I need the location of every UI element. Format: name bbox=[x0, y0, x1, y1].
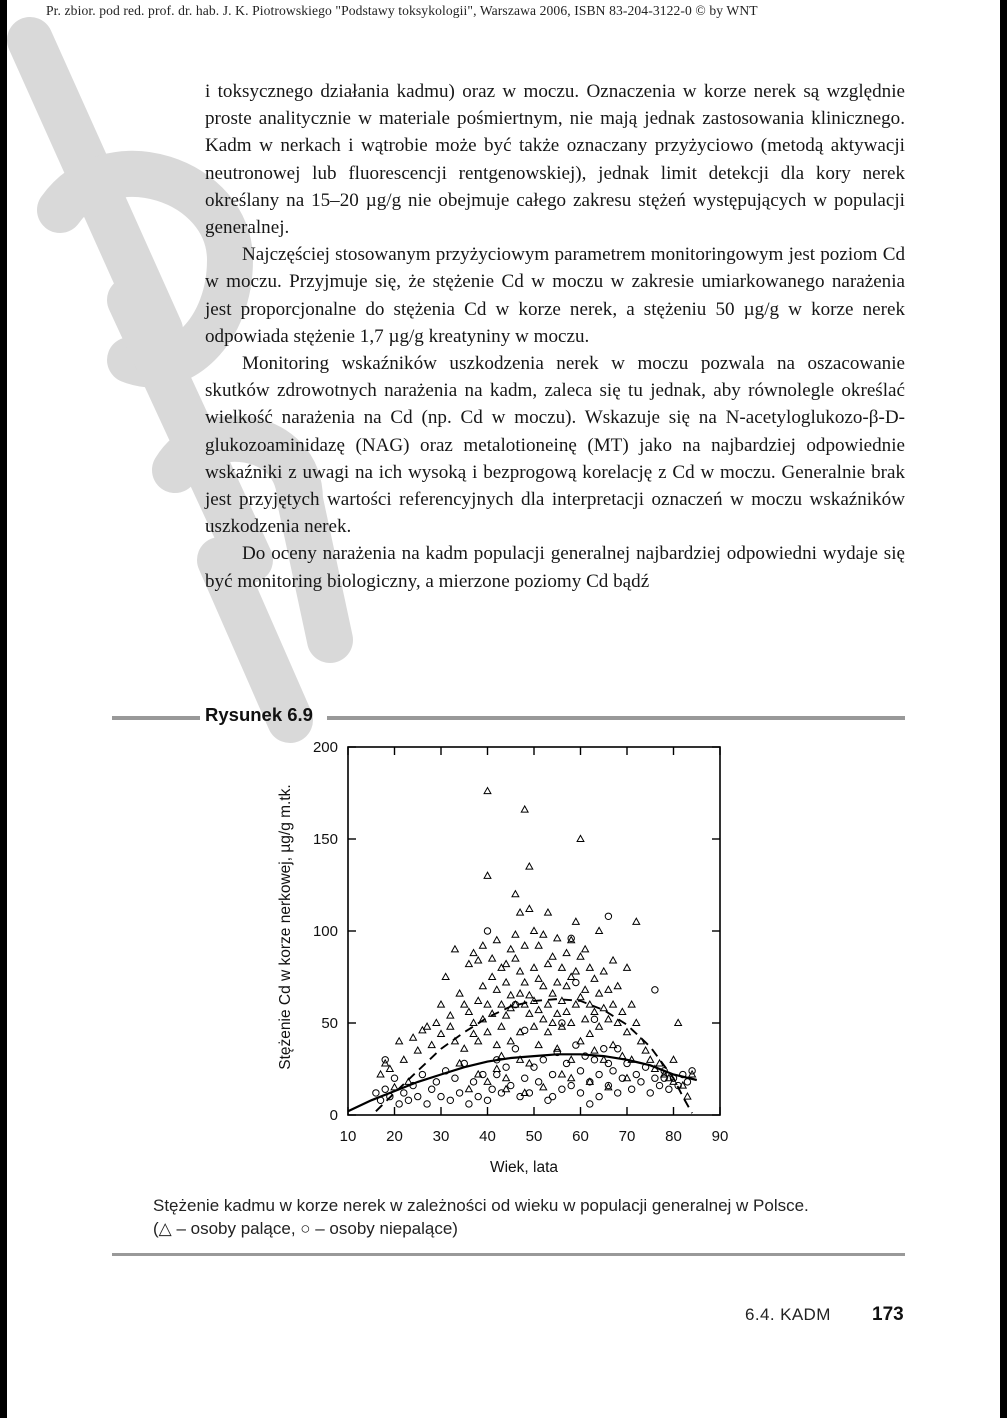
scatter-chart bbox=[268, 735, 748, 1180]
data-point-smoker bbox=[535, 942, 542, 948]
data-point-nonsmoker bbox=[601, 1046, 607, 1052]
data-point-smoker bbox=[628, 1001, 635, 1007]
data-point-smoker bbox=[545, 1029, 552, 1035]
y-axis-title: Stężenie Cd w korze nerkowej, µg/g m.tk. bbox=[277, 784, 294, 1070]
x-tick-label: 40 bbox=[479, 1128, 496, 1145]
data-point-nonsmoker bbox=[615, 1046, 621, 1052]
data-point-smoker bbox=[493, 986, 500, 992]
figure-rule-bottom bbox=[112, 1253, 905, 1256]
data-point-smoker bbox=[558, 1071, 565, 1077]
data-point-smoker bbox=[549, 990, 556, 996]
data-point-smoker bbox=[540, 931, 547, 937]
data-point-smoker bbox=[619, 1053, 626, 1059]
data-point-nonsmoker bbox=[591, 1016, 597, 1022]
data-point-smoker bbox=[572, 968, 579, 974]
data-point-nonsmoker bbox=[577, 1068, 583, 1074]
data-point-smoker bbox=[503, 961, 510, 967]
data-point-smoker bbox=[526, 1010, 533, 1016]
data-point-smoker bbox=[596, 1023, 603, 1029]
data-point-smoker bbox=[461, 1001, 468, 1007]
data-point-smoker bbox=[493, 1041, 500, 1047]
data-point-nonsmoker bbox=[508, 1082, 514, 1088]
data-point-smoker bbox=[624, 1029, 631, 1035]
data-point-nonsmoker bbox=[415, 1093, 421, 1099]
data-point-nonsmoker bbox=[615, 1090, 621, 1096]
data-point-smoker bbox=[535, 1007, 542, 1013]
data-point-nonsmoker bbox=[452, 1075, 458, 1081]
data-point-nonsmoker bbox=[466, 1101, 472, 1107]
data-point-smoker bbox=[493, 937, 500, 943]
data-point-smoker bbox=[503, 979, 510, 985]
data-point-nonsmoker bbox=[605, 913, 611, 919]
data-point-smoker bbox=[396, 1038, 403, 1044]
data-point-nonsmoker bbox=[591, 1057, 597, 1063]
data-point-smoker bbox=[684, 1093, 691, 1099]
data-point-nonsmoker bbox=[405, 1097, 411, 1103]
data-point-nonsmoker bbox=[438, 1093, 444, 1099]
data-point-nonsmoker bbox=[540, 1057, 546, 1063]
data-point-nonsmoker bbox=[522, 1027, 528, 1033]
data-point-smoker bbox=[452, 946, 459, 952]
data-point-smoker bbox=[610, 957, 617, 963]
data-point-smoker bbox=[531, 927, 538, 933]
data-point-smoker bbox=[521, 979, 528, 985]
x-tick-label: 10 bbox=[339, 1128, 357, 1145]
data-point-smoker bbox=[563, 1008, 570, 1014]
data-point-nonsmoker bbox=[401, 1090, 407, 1096]
y-tick-label: 100 bbox=[312, 923, 338, 940]
data-point-nonsmoker bbox=[456, 1090, 462, 1096]
paragraph-3: Monitoring wskaźników uszkodzenia nerek w moczu pozwala na oszacowanie skutków zdrowotnych narażenia na kadm, zaleca się tu jednak, aby równolegle określać wielkość narażenia na Cd (np. Cd w moczu). Wskazuje się na N-acetyloglukozo-β-D-glukozoaminidazę (NAG) oraz metalotioneinę (MT) jako na najbardziej odpowiednie wskaźniki z uwagi na ich wysoką i bezprogową korelację z Cd w moczu. Generalnie brak jest przyjętych wartości referencyjnych dla interpretacji oznaczeń w moczu wskaźników uszkodzenia nerek. bbox=[205, 353, 905, 538]
data-point-smoker bbox=[400, 1056, 407, 1062]
data-point-smoker bbox=[456, 990, 463, 996]
data-point-smoker bbox=[545, 1001, 552, 1007]
data-point-smoker bbox=[424, 1023, 431, 1029]
data-point-smoker bbox=[558, 964, 565, 970]
data-point-nonsmoker bbox=[484, 1097, 490, 1103]
data-point-nonsmoker bbox=[596, 1071, 602, 1077]
data-point-nonsmoker bbox=[396, 1101, 402, 1107]
x-axis-title: Wiek, lata bbox=[489, 1159, 559, 1176]
data-point-smoker bbox=[545, 961, 552, 967]
data-point-nonsmoker bbox=[503, 1064, 509, 1070]
data-point-smoker bbox=[647, 1056, 654, 1062]
data-point-smoker bbox=[535, 1041, 542, 1047]
data-point-smoker bbox=[470, 1019, 477, 1025]
data-point-nonsmoker bbox=[684, 1079, 690, 1085]
data-point-smoker bbox=[517, 990, 524, 996]
data-point-nonsmoker bbox=[652, 1075, 658, 1081]
data-point-nonsmoker bbox=[373, 1090, 379, 1096]
data-point-smoker bbox=[470, 949, 477, 955]
data-point-smoker bbox=[410, 1034, 417, 1040]
data-point-smoker bbox=[582, 986, 589, 992]
data-point-nonsmoker bbox=[656, 1082, 662, 1088]
data-point-smoker bbox=[591, 1047, 598, 1053]
data-point-smoker bbox=[563, 949, 570, 955]
data-point-smoker bbox=[465, 1086, 472, 1092]
x-tick-label: 70 bbox=[618, 1128, 636, 1145]
data-point-smoker bbox=[521, 942, 528, 948]
data-point-nonsmoker bbox=[573, 1042, 579, 1048]
data-point-smoker bbox=[484, 788, 491, 794]
data-point-smoker bbox=[465, 1008, 472, 1014]
data-point-smoker bbox=[503, 1012, 510, 1018]
data-point-smoker bbox=[479, 942, 486, 948]
data-point-nonsmoker bbox=[377, 1097, 383, 1103]
data-point-nonsmoker bbox=[433, 1079, 439, 1085]
y-tick-label: 0 bbox=[329, 1107, 338, 1124]
data-point-smoker bbox=[428, 1041, 435, 1047]
x-tick-label: 50 bbox=[525, 1128, 543, 1145]
data-point-smoker bbox=[526, 863, 533, 869]
data-point-nonsmoker bbox=[549, 1093, 555, 1099]
data-point-smoker bbox=[391, 1084, 398, 1090]
data-point-nonsmoker bbox=[517, 1093, 523, 1099]
data-point-smoker bbox=[521, 806, 528, 812]
data-point-smoker bbox=[591, 1008, 598, 1014]
data-point-nonsmoker bbox=[549, 1071, 555, 1077]
data-point-smoker bbox=[605, 1016, 612, 1022]
x-tick-label: 20 bbox=[386, 1128, 403, 1145]
paragraph-2: Najczęściej stosowanym przyżyciowym parametrem monitoringowym jest poziom Cd w moczu. Przyjmuje się, że stężenie Cd w moczu w zakresie umiarkowanego narażenia jest proporcjonalne do stężenia Cd w korze nerek, a stężeniu 50 µg/g w korze nerek odpowiada stężenie 1,7 µg/g kreatyniny w moczu. bbox=[205, 244, 905, 347]
data-point-smoker bbox=[577, 835, 584, 841]
data-point-smoker bbox=[526, 905, 533, 911]
data-point-nonsmoker bbox=[666, 1086, 672, 1092]
data-point-smoker bbox=[600, 968, 607, 974]
paragraph-1: i toksycznego działania kadmu) oraz w moczu. Oznaczenia w korze nerek są względnie proste analitycznie w materiale pośmiertnym, nie mają jednak zastosowania klinicznego. Kadm w nerkach i wątrobie może być także oznaczany przyżyciowo (metodą aktywacji neutronowej lub fluorescencji rentgenowskiej), jednak limit detekcji dla kory nerek określany na 15–20 µg/g nie obejmuje całego zakresu stężeń występujących w populacji generalnej. bbox=[205, 81, 905, 239]
data-point-smoker bbox=[614, 983, 621, 989]
y-tick-label: 150 bbox=[312, 831, 338, 848]
data-point-smoker bbox=[549, 1019, 556, 1025]
data-point-smoker bbox=[438, 1030, 445, 1036]
data-point-nonsmoker bbox=[382, 1086, 388, 1092]
screen-right-border bbox=[1000, 0, 1007, 1418]
data-point-smoker bbox=[489, 955, 496, 961]
data-point-nonsmoker bbox=[652, 987, 658, 993]
figure-rule-left bbox=[112, 716, 200, 720]
data-point-smoker bbox=[549, 953, 556, 959]
data-point-smoker bbox=[447, 1023, 454, 1029]
data-point-smoker bbox=[619, 1008, 626, 1014]
data-point-smoker bbox=[586, 964, 593, 970]
data-point-nonsmoker bbox=[633, 1071, 639, 1077]
data-point-smoker bbox=[452, 1038, 459, 1044]
data-point-smoker bbox=[493, 1065, 500, 1071]
data-point-nonsmoker bbox=[568, 1082, 574, 1088]
data-point-nonsmoker bbox=[391, 1075, 397, 1081]
data-point-smoker bbox=[586, 1030, 593, 1036]
data-point-smoker bbox=[633, 918, 640, 924]
data-point-smoker bbox=[484, 1029, 491, 1035]
data-point-smoker bbox=[433, 1019, 440, 1025]
x-tick-label: 60 bbox=[572, 1128, 589, 1145]
data-point-smoker bbox=[596, 990, 603, 996]
caption-line-1: Stężenie kadmu w korze nerek w zależności od wieku w populacji generalnej w Polsce. bbox=[153, 1196, 809, 1215]
data-point-smoker bbox=[503, 1075, 510, 1081]
footer-section: 6.4. KADM bbox=[745, 1305, 831, 1324]
data-point-smoker bbox=[507, 946, 514, 952]
data-point-smoker bbox=[475, 997, 482, 1003]
data-point-nonsmoker bbox=[470, 1079, 476, 1085]
data-point-smoker bbox=[531, 1023, 538, 1029]
data-point-nonsmoker bbox=[596, 1093, 602, 1099]
data-point-nonsmoker bbox=[429, 1086, 435, 1092]
data-point-smoker bbox=[577, 994, 584, 1000]
page-number: 173 bbox=[872, 1304, 904, 1325]
data-point-smoker bbox=[554, 935, 561, 941]
data-point-smoker bbox=[535, 975, 542, 981]
paragraph-4: Do oceny narażenia na kadm populacji generalnej najbardziej odpowiedni wydaje się być monitoring biologiczny, a mierzone poziomy Cd bądź bbox=[205, 543, 905, 592]
data-point-smoker bbox=[484, 1078, 491, 1084]
data-point-nonsmoker bbox=[587, 1101, 593, 1107]
data-point-smoker bbox=[517, 909, 524, 915]
x-tick-label: 80 bbox=[665, 1128, 682, 1145]
data-point-smoker bbox=[554, 1010, 561, 1016]
data-point-smoker bbox=[465, 961, 472, 967]
data-point-smoker bbox=[447, 1012, 454, 1018]
data-point-smoker bbox=[568, 1075, 575, 1081]
data-point-smoker bbox=[512, 931, 519, 937]
data-point-smoker bbox=[572, 918, 579, 924]
data-point-smoker bbox=[545, 909, 552, 915]
data-point-smoker bbox=[489, 973, 496, 979]
data-point-smoker bbox=[442, 973, 449, 979]
data-point-nonsmoker bbox=[559, 1086, 565, 1092]
data-point-smoker bbox=[540, 1016, 547, 1022]
data-point-smoker bbox=[517, 1029, 524, 1035]
data-point-smoker bbox=[572, 1001, 579, 1007]
data-point-nonsmoker bbox=[535, 1079, 541, 1085]
data-point-smoker bbox=[479, 983, 486, 989]
data-point-smoker bbox=[540, 983, 547, 989]
figure-rule-right bbox=[327, 716, 905, 720]
figure-caption bbox=[153, 1194, 913, 1240]
data-point-nonsmoker bbox=[475, 1093, 481, 1099]
data-point-nonsmoker bbox=[498, 1090, 504, 1096]
figure-label: Rysunek 6.9 bbox=[205, 704, 313, 725]
data-point-smoker bbox=[633, 1019, 640, 1025]
y-tick-label: 50 bbox=[321, 1015, 338, 1032]
data-point-nonsmoker bbox=[484, 928, 490, 934]
data-point-nonsmoker bbox=[447, 1097, 453, 1103]
data-point-nonsmoker bbox=[577, 1090, 583, 1096]
y-tick-label: 200 bbox=[312, 739, 338, 756]
data-point-smoker bbox=[475, 1038, 482, 1044]
data-point-nonsmoker bbox=[628, 1086, 634, 1092]
data-point-nonsmoker bbox=[424, 1101, 430, 1107]
data-point-nonsmoker bbox=[624, 1060, 630, 1066]
data-point-smoker bbox=[554, 979, 561, 985]
data-point-smoker bbox=[670, 1056, 677, 1062]
data-point-nonsmoker bbox=[489, 1086, 495, 1092]
data-point-nonsmoker bbox=[563, 1060, 569, 1066]
data-point-nonsmoker bbox=[494, 1071, 500, 1077]
data-point-smoker bbox=[531, 964, 538, 970]
data-point-smoker bbox=[512, 891, 519, 897]
caption-line-2: (△ – osoby palące, ○ – osoby niepalące) bbox=[153, 1219, 458, 1238]
x-tick-label: 90 bbox=[711, 1128, 729, 1145]
plot-area bbox=[348, 747, 720, 1115]
data-point-smoker bbox=[475, 957, 482, 963]
data-point-smoker bbox=[507, 992, 514, 998]
data-point-smoker bbox=[526, 992, 533, 998]
x-tick-label: 30 bbox=[432, 1128, 450, 1145]
data-point-nonsmoker bbox=[522, 1075, 528, 1081]
data-point-smoker bbox=[563, 983, 570, 989]
data-point-smoker bbox=[600, 1005, 607, 1011]
data-point-smoker bbox=[512, 955, 519, 961]
data-point-smoker bbox=[484, 1001, 491, 1007]
data-point-smoker bbox=[586, 1001, 593, 1007]
data-point-nonsmoker bbox=[512, 1046, 518, 1052]
data-point-smoker bbox=[498, 1001, 505, 1007]
header-citation: Pr. zbior. pod red. prof. dr. hab. J. K. Piotrowskiego "Podstawy toksykologii", Warszawa 2006, ISBN 83-204-3122-0 © by WNT bbox=[46, 3, 758, 18]
data-point-smoker bbox=[675, 1019, 682, 1025]
data-point-smoker bbox=[498, 1023, 505, 1029]
data-point-smoker bbox=[507, 1038, 514, 1044]
data-point-nonsmoker bbox=[419, 1071, 425, 1077]
data-point-nonsmoker bbox=[573, 979, 579, 985]
data-point-smoker bbox=[582, 946, 589, 952]
data-point-smoker bbox=[596, 927, 603, 933]
body-text bbox=[205, 78, 905, 595]
data-point-smoker bbox=[438, 1001, 445, 1007]
data-point-smoker bbox=[605, 986, 612, 992]
data-point-smoker bbox=[642, 1047, 649, 1053]
data-point-smoker bbox=[517, 968, 524, 974]
data-point-nonsmoker bbox=[605, 1060, 611, 1066]
data-point-smoker bbox=[568, 1019, 575, 1025]
data-point-smoker bbox=[610, 1001, 617, 1007]
data-point-smoker bbox=[624, 964, 631, 970]
data-point-nonsmoker bbox=[531, 1064, 537, 1070]
data-point-smoker bbox=[461, 1045, 468, 1051]
screen-left-border bbox=[0, 0, 7, 1418]
chart bbox=[268, 735, 748, 1180]
data-point-nonsmoker bbox=[610, 1068, 616, 1074]
data-point-smoker bbox=[591, 975, 598, 981]
data-point-smoker bbox=[582, 1016, 589, 1022]
data-point-smoker bbox=[484, 872, 491, 878]
data-point-smoker bbox=[414, 1047, 421, 1053]
data-point-smoker bbox=[377, 1071, 384, 1077]
data-point-nonsmoker bbox=[647, 1090, 653, 1096]
data-point-smoker bbox=[470, 1030, 477, 1036]
data-point-smoker bbox=[577, 953, 584, 959]
data-point-nonsmoker bbox=[638, 1079, 644, 1085]
